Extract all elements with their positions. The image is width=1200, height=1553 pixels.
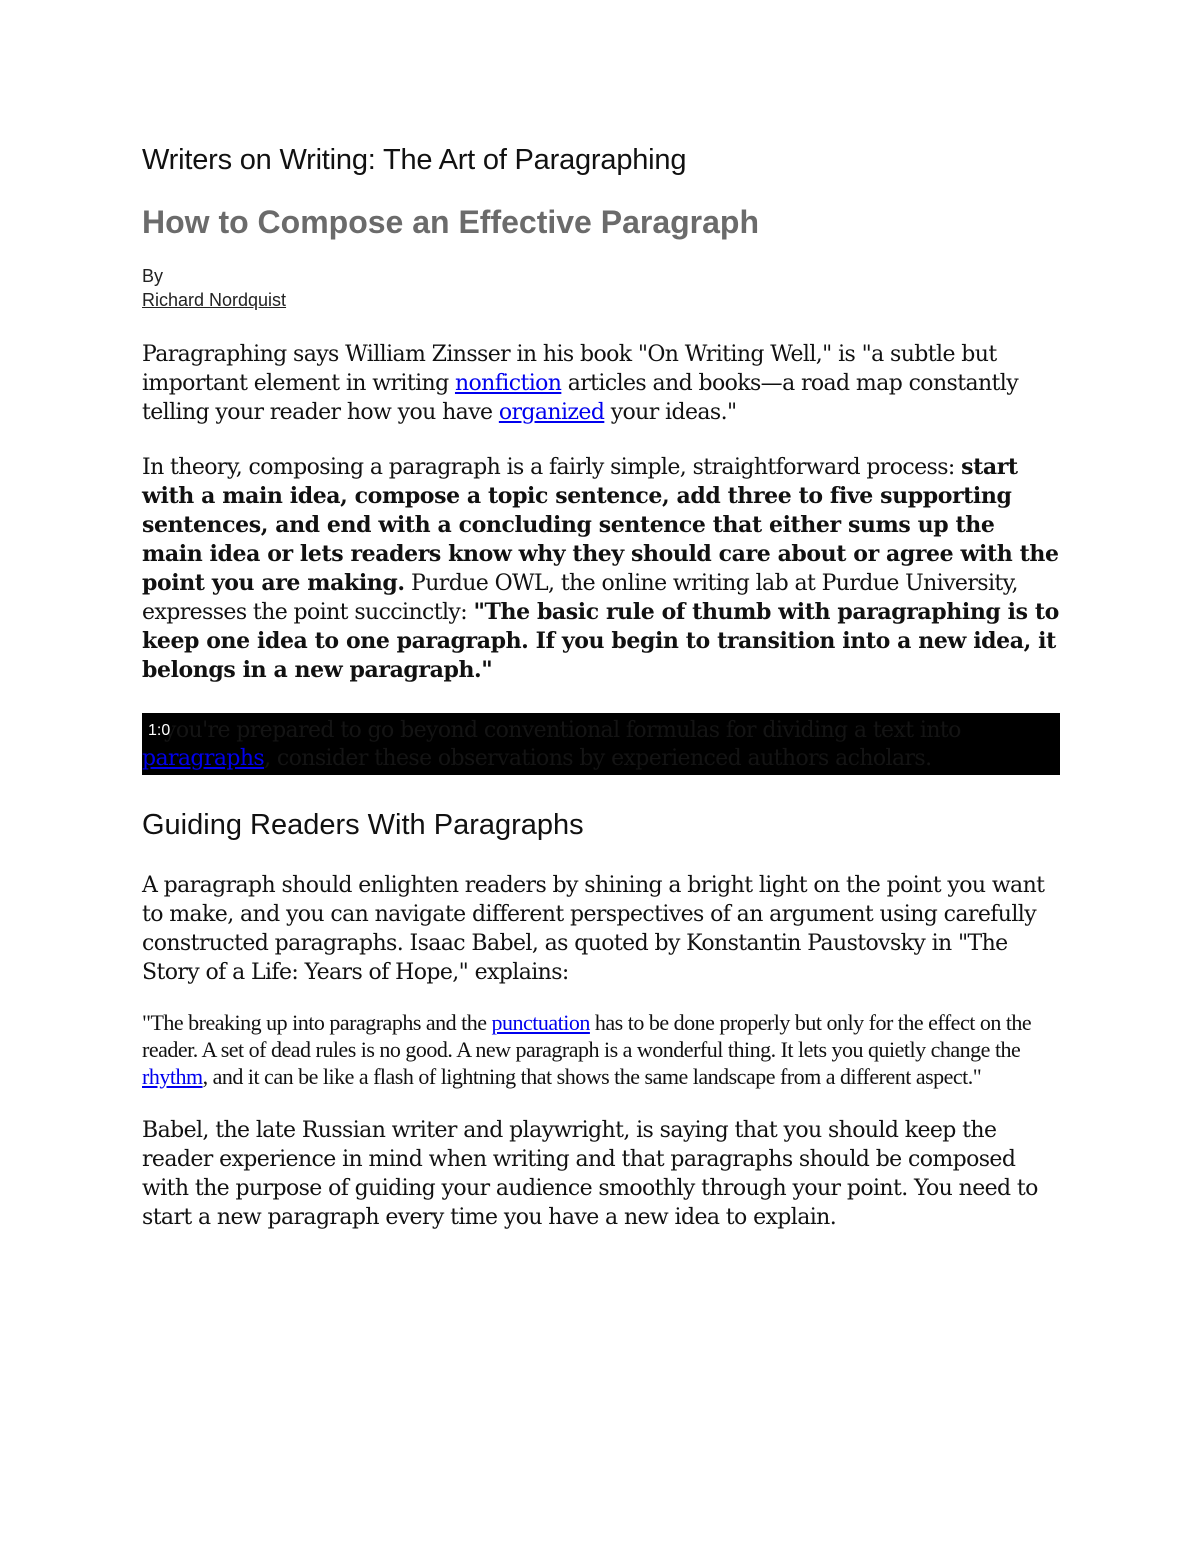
theory-paragraph: [142, 453, 1060, 685]
quote-text-2: has to be done properly but only for the effect on the reader. A set of dead rules is no good. A new paragraph is a wonderful thing. It lets you quietly change the: [142, 1010, 1032, 1062]
theory-text-2: Purdue OWL, the online writing lab at Purdue University, expresses the point succinctly:: [142, 571, 1018, 625]
organized-link[interactable]: organized: [498, 400, 605, 425]
punctuation-link[interactable]: punctuation: [491, 1010, 590, 1035]
intro-text-3: your ideas.": [604, 400, 737, 425]
banner-text-2: , consider these observations by experienced authors acholars.: [264, 746, 932, 771]
theory-text-1: In theory, composing a paragraph is a fairly simple, straightforward process:: [142, 455, 962, 480]
babel-intro-paragraph: A paragraph should enlighten readers by shining a bright light on the point you want to make, and you can navigate different perspectives of an argument using carefully constructed paragraphs. Isaac Babel, as quoted by Konstantin Paustovsky in "The Story of a Life: Years of Hope," explains:: [142, 873, 1045, 985]
video-overlay-banner: [142, 713, 1060, 775]
quote-text-3: , and it can be like a flash of lightning that shows the same landscape from a different aspect.": [202, 1064, 982, 1089]
video-timestamp: 1:0: [148, 722, 171, 739]
theory-bold-1: start with a main idea, compose a topic sentence, add three to five supporting sentences, and end with a concluding sentence that either sums up the main idea or lets readers know why they should care about or agree with the point you are making.: [142, 454, 1059, 596]
article-subtitle: How to Compose an Effective Paragraph: [142, 204, 760, 240]
document-page: [142, 140, 1060, 1232]
banner-paragraph: [142, 717, 1060, 773]
by-label: By: [142, 266, 164, 286]
paragraphs-link[interactable]: paragraphs: [142, 746, 265, 771]
intro-text-1: Paragraphing says William Zinsser in his book "On Writing Well," is "a subtle but important element in writing: [142, 342, 997, 396]
page-title: Writers on Writing: The Art of Paragraphing: [142, 144, 687, 176]
section-heading: Guiding Readers With Paragraphs: [142, 809, 584, 841]
byline: [142, 264, 1060, 312]
rhythm-link[interactable]: rhythm: [142, 1064, 203, 1089]
nonfiction-link[interactable]: nonfiction: [454, 371, 562, 396]
purdue-quote-bold: "The basic rule of thumb with paragraphing is to keep one idea to one paragraph. If you begin to transition into a new idea, it belongs in a new paragraph.": [142, 599, 1059, 683]
babel-explanation-paragraph: Babel, the late Russian writer and playwright, is saying that you should keep the reader experience in mind when writing and that paragraphs should be composed with the purpose of guiding your audience smoothly through your point. You need to start a new paragraph every time you have a new idea to explain.: [142, 1118, 1038, 1230]
babel-quote: [142, 1009, 1060, 1090]
intro-text-2: articles and books—a road map constantly telling your reader how you have: [142, 371, 1019, 425]
banner-text-1: you're prepared to go beyond conventional formulas for dividing a text into: [164, 718, 961, 743]
quote-text-1: "The breaking up into paragraphs and the: [142, 1010, 492, 1035]
intro-paragraph: [142, 340, 1060, 427]
author-link[interactable]: Richard Nordquist: [142, 290, 287, 310]
